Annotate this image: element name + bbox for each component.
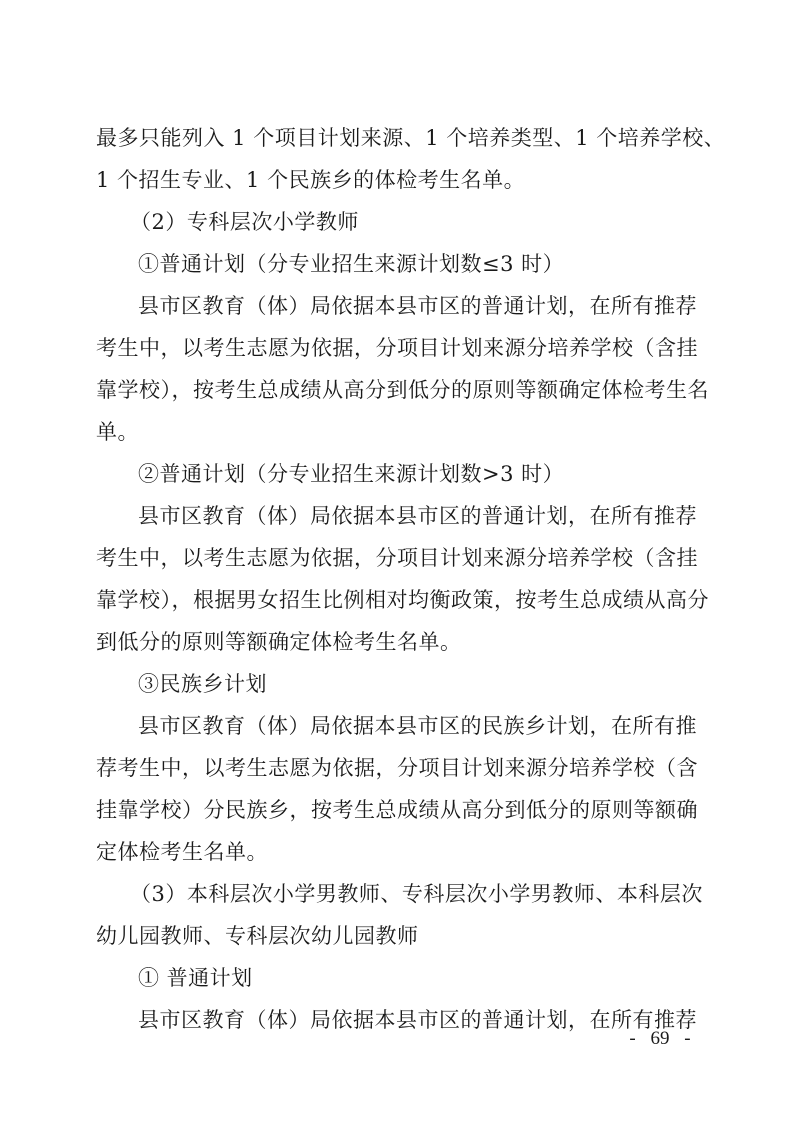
text-line: 靠学校），根据男女招生比例相对均衡政策，按考生总成绩从高分: [96, 588, 709, 612]
text-line: 1 个招生专业、1 个民族乡的体检考生名单。: [96, 168, 526, 192]
text-line: 最多只能列入 1 个项目计划来源、1 个培养类型、1 个培养学校、: [96, 126, 726, 150]
text-line: 到低分的原则等额确定体检考生名单。: [96, 630, 462, 654]
text-line: 考生中，以考生志愿为依据，分项目计划来源分培养学校（含挂: [96, 546, 698, 570]
subsection-heading: ②普通计划（分专业招生来源计划数>3 时）: [138, 462, 565, 486]
page-number: - 69 -: [629, 1028, 691, 1049]
text-line: 靠学校），按考生总成绩从高分到低分的原则等额确定体检考生名: [96, 378, 709, 402]
section-heading: （2）专科层次小学教师: [130, 210, 359, 234]
subsection-heading: ③民族乡计划: [138, 672, 267, 696]
text-line: 幼儿园教师、专科层次幼儿园教师: [96, 924, 419, 948]
text-line: 挂靠学校）分民族乡，按考生总成绩从高分到低分的原则等额确: [96, 798, 698, 822]
section-heading: （3）本科层次小学男教师、专科层次小学男教师、本科层次: [130, 882, 703, 906]
text-line: 县市区教育（体）局依据本县市区的普通计划，在所有推荐: [138, 504, 697, 528]
text-line: 荐考生中，以考生志愿为依据，分项目计划来源分培养学校（含: [96, 756, 698, 780]
text-line: 定体检考生名单。: [96, 840, 268, 864]
text-line: 县市区教育（体）局依据本县市区的普通计划，在所有推荐: [138, 294, 697, 318]
text-line: 县市区教育（体）局依据本县市区的民族乡计划，在所有推: [138, 714, 697, 738]
text-line: 考生中，以考生志愿为依据，分项目计划来源分培养学校（含挂: [96, 336, 698, 360]
subsection-heading: ①普通计划（分专业招生来源计划数≤3 时）: [138, 252, 565, 276]
text-line: 单。: [96, 420, 139, 444]
subsection-heading: ① 普通计划: [138, 966, 253, 990]
text-line: 县市区教育（体）局依据本县市区的普通计划，在所有推荐: [138, 1008, 697, 1032]
